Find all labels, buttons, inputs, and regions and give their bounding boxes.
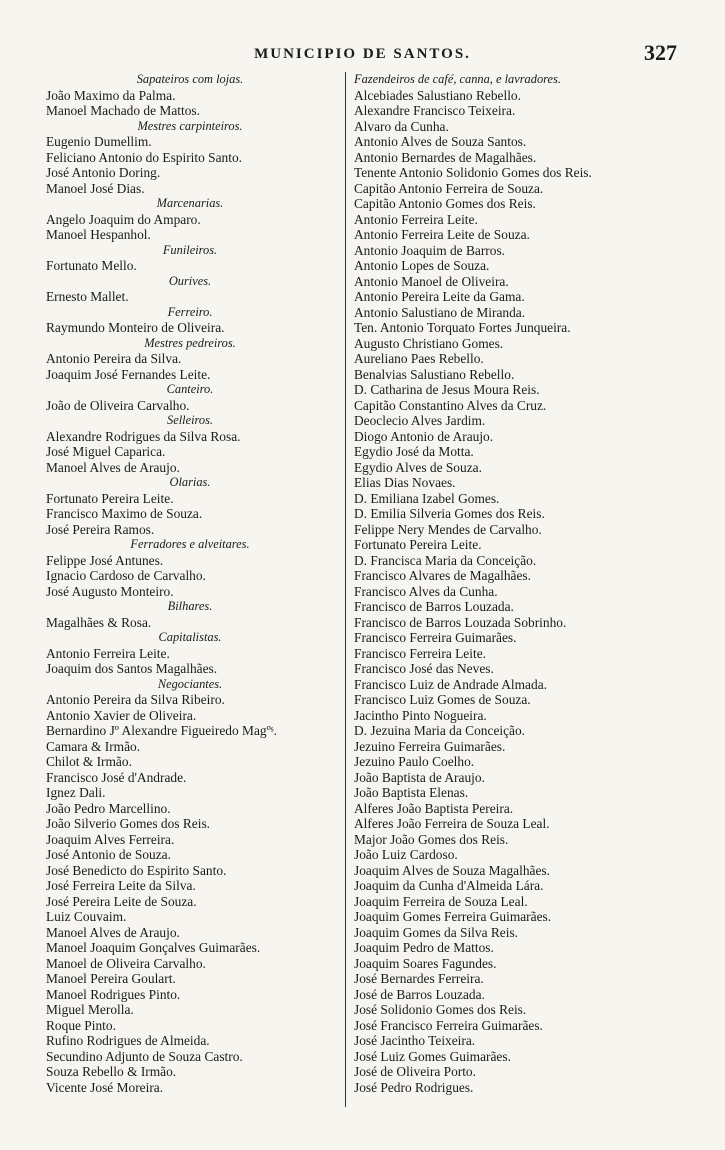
list-item: Antonio Salustiano de Miranda. (354, 304, 526, 320)
list-item: D. Catharina de Jesus Moura Reis. (354, 382, 540, 397)
list-item: Major João Gomes dos Reis. (354, 831, 509, 847)
list-item: Francisco de Barros Louzada. (354, 599, 514, 614)
list-item: Manoel Alves de Araujo. (46, 924, 180, 940)
list-item: Joaquim Alves de Souza Magalhães. (354, 862, 550, 878)
list-item: D. Emiliana Izabel Gomes. (354, 490, 500, 506)
list-item: Miguel Merolla. (46, 1002, 134, 1017)
list-item: Vicente José Moreira. (46, 1079, 164, 1095)
list-item: José Ferreira Leite da Silva. (46, 878, 196, 893)
list-item: Francisco Alves da Cunha. (354, 583, 498, 599)
list-item: Alcebiades Salustiano Rebello. (354, 87, 521, 103)
list-item: Augusto Christiano Gomes. (354, 335, 504, 351)
section-heading: Bilhares. (167, 599, 213, 613)
list-item: Camara & Irmão. (46, 738, 141, 754)
list-item: José de Oliveira Porto. (354, 1064, 476, 1079)
list-item: Antonio Ferreira Leite. (46, 645, 170, 661)
section-heading: Ferreiro. (167, 304, 213, 319)
list-item: Francisco Ferreira Guimarães. (354, 630, 517, 645)
list-item: Diogo Antonio de Araujo. (354, 428, 494, 444)
list-item: José Pereira Ramos. (46, 521, 155, 537)
list-item: Francisco de Barros Louzada Sobrinho. (354, 614, 567, 630)
list-item: Antonio Manoel de Oliveira. (354, 273, 509, 289)
list-item: João Silverio Gomes dos Reis. (46, 816, 211, 831)
list-item: Eugenio Dumellim. (46, 134, 152, 149)
section-heading: Selleiros. (167, 413, 213, 427)
list-item: Secundino Adjunto de Souza Castro. (46, 1048, 243, 1064)
list-item: José de Barros Louzada. (354, 986, 485, 1002)
list-item: Deoclecio Alves Jardim. (354, 413, 486, 428)
list-item: Antonio Pereira Leite da Gama. (354, 289, 525, 304)
list-item: Manoel de Oliveira Carvalho. (46, 955, 206, 971)
list-item: Benalvias Salustiano Rebello. (354, 366, 515, 382)
list-item: Raymundo Monteiro de Oliveira. (46, 320, 225, 335)
list-item: José Jacintho Teixeira. (354, 1033, 476, 1048)
list-item: José Miguel Caparica. (46, 444, 166, 459)
list-item: Capitão Antonio Ferreira de Souza. (354, 180, 544, 196)
section-heading: Capitalistas. (158, 630, 222, 644)
page-header (0, 40, 725, 68)
list-item: José Pereira Leite de Souza. (46, 893, 197, 909)
list-item: Felippe Nery Mendes de Carvalho. (354, 521, 542, 537)
left-column (40, 72, 340, 1102)
list-item: Roque Pinto. (46, 1017, 116, 1033)
section-heading: Fazendeiros de café, canna, e lavradores. (354, 72, 561, 86)
list-item: Fortunato Pereira Leite. (46, 490, 174, 506)
list-item: Manoel Hespanhol. (46, 227, 151, 242)
list-item: Antonio Xavier de Oliveira. (46, 707, 197, 723)
list-item: Antonio Pereira da Silva Ribeiro. (46, 692, 225, 707)
list-item: Antonio Joaquim de Barros. (354, 242, 505, 258)
list-item: Tenente Antonio Solidonio Gomes dos Reis. (354, 165, 592, 180)
list-item: José Solidonio Gomes dos Reis. (354, 1002, 527, 1017)
list-item: Souza Rebello & Irmão. (46, 1064, 177, 1079)
list-item: Alexandre Rodrigues da Silva Rosa. (46, 428, 241, 444)
page-number: 327 (644, 40, 677, 65)
list-item: Joaquim da Cunha d'Almeida Lára. (354, 878, 544, 893)
section-heading: Funileiros. (162, 242, 218, 257)
list-item: João de Oliveira Carvalho. (46, 397, 190, 413)
section-heading: Negociantes. (157, 676, 223, 691)
list-item: João Baptista de Araujo. (354, 769, 485, 785)
list-item: Chilot & Irmão. (46, 754, 132, 769)
section-heading: Sapateiros com lojas. (136, 72, 244, 86)
list-item: Joaquim dos Santos Magalhães. (46, 661, 218, 676)
section-heading: Olarias. (169, 475, 211, 489)
list-item: Alferes João Baptista Pereira. (354, 800, 514, 816)
list-item: Alvaro da Cunha. (354, 118, 449, 134)
list-item: Joaquim Gomes da Silva Reis. (354, 924, 519, 940)
list-item: Francisco Maximo de Souza. (46, 506, 203, 521)
list-item: Egydio José da Motta. (354, 444, 474, 459)
list-item: João Maximo da Palma. (46, 87, 176, 103)
section-heading: Mestres pedreiros. (144, 335, 236, 350)
list-item: Jezuino Ferreira Guimarães. (354, 738, 506, 754)
list-item: Francisco Luiz de Andrade Almada. (354, 676, 547, 692)
list-item: Antonio Lopes de Souza. (354, 258, 490, 273)
list-item: Francisco Ferreira Leite. (354, 645, 486, 661)
page-title: MUNICIPIO DE SANTOS. (254, 46, 471, 62)
section-heading: Canteiro. (166, 382, 214, 396)
list-item: Alferes João Ferreira de Souza Leal. (354, 816, 550, 831)
list-item: Manoel Rodrigues Pinto. (46, 986, 181, 1002)
list-item: João Pedro Marcellino. (46, 800, 171, 816)
list-item: Jezuino Paulo Coelho. (354, 754, 475, 769)
list-item: Antonio Ferreira Leite de Souza. (354, 227, 530, 242)
list-item: D. Jezuina Maria da Conceição. (354, 723, 526, 738)
list-item: Antonio Ferreira Leite. (354, 211, 478, 227)
list-item: José Pedro Rodrigues. (354, 1079, 474, 1095)
list-item: Joaquim Soares Fagundes. (354, 955, 497, 971)
list-item: Manoel Machado de Mattos. (46, 103, 200, 118)
list-item: João Luiz Cardoso. (354, 847, 458, 862)
section-heading: Mestres carpinteiros. (137, 118, 243, 133)
list-item: Francisco José das Neves. (354, 661, 494, 676)
list-item: João Baptista Elenas. (354, 785, 469, 800)
list-item: Joaquim Ferreira de Souza Leal. (354, 893, 528, 909)
list-item: Manoel José Dias. (46, 180, 145, 196)
section-heading: Marcenarias. (156, 196, 224, 210)
list-item: Joaquim José Fernandes Leite. (46, 366, 211, 382)
list-item: Rufino Rodrigues de Almeida. (46, 1033, 210, 1048)
list-item: Elias Dias Novaes. (354, 475, 456, 490)
list-item: Fortunato Pereira Leite. (354, 537, 482, 552)
list-item: José Bernardes Ferreira. (354, 971, 484, 986)
list-item: José Antonio de Souza. (46, 847, 171, 862)
list-item: Antonio Pereira da Silva. (46, 351, 182, 366)
list-item: Aureliano Paes Rebello. (354, 351, 484, 366)
list-item: Francisco Alvares de Magalhães. (354, 568, 531, 583)
list-item: Luiz Couvaim. (46, 909, 127, 924)
list-item: José Benedicto do Espirito Santo. (46, 862, 227, 878)
list-item: Joaquim Pedro de Mattos. (354, 940, 494, 955)
list-item: José Francisco Ferreira Guimarães. (354, 1017, 543, 1033)
list-item: Capitão Constantino Alves da Cruz. (354, 397, 547, 413)
list-item: Ignacio Cardoso de Carvalho. (46, 568, 206, 583)
list-item: José Luiz Gomes Guimarães. (354, 1048, 511, 1064)
list-item: Felippe José Antunes. (46, 552, 164, 568)
section-heading: Ourives. (168, 273, 212, 288)
list-item: Manoel Pereira Goulart. (46, 971, 176, 986)
list-item: Joaquim Gomes Ferreira Guimarães. (354, 909, 552, 924)
list-item: Francisco Luiz Gomes de Souza. (354, 692, 531, 707)
list-item: Egydio Alves de Souza. (354, 459, 482, 475)
list-item: Feliciano Antonio do Espirito Santo. (46, 149, 243, 165)
list-item: Manoel Joaquim Gonçalves Guimarães. (46, 940, 261, 955)
list-item: Manoel Alves de Araujo. (46, 459, 180, 475)
list-item: Ten. Antonio Torquato Fortes Junqueira. (354, 320, 571, 335)
right-column (345, 72, 689, 1107)
list-item: Antonio Alves de Souza Santos. (354, 134, 527, 149)
list-item: Bernardino Jº Alexandre Figueiredo Magºˢ. (46, 723, 277, 738)
list-item: Ernesto Mallet. (46, 289, 129, 304)
list-item: D. Emilia Silveria Gomes dos Reis. (354, 506, 545, 521)
list-item: José Antonio Doring. (46, 165, 161, 180)
list-item: Jacintho Pinto Nogueira. (354, 707, 487, 723)
list-item: Ignez Dali. (46, 785, 106, 800)
list-item: Joaquim Alves Ferreira. (46, 831, 175, 847)
list-item: Antonio Bernardes de Magalhães. (354, 149, 537, 165)
section-heading: Ferradores e alveitares. (130, 537, 250, 551)
list-item: Capitão Antonio Gomes dos Reis. (354, 196, 536, 211)
list-item: Angelo Joaquim do Amparo. (46, 211, 201, 227)
list-item: Magalhães & Rosa. (46, 614, 152, 630)
list-item: D. Francisca Maria da Conceição. (354, 552, 537, 568)
list-item: Alexandre Francisco Teixeira. (354, 103, 516, 118)
list-item: José Augusto Monteiro. (46, 583, 174, 599)
list-item: Francisco José d'Andrade. (46, 769, 187, 785)
list-item: Fortunato Mello. (46, 258, 137, 273)
